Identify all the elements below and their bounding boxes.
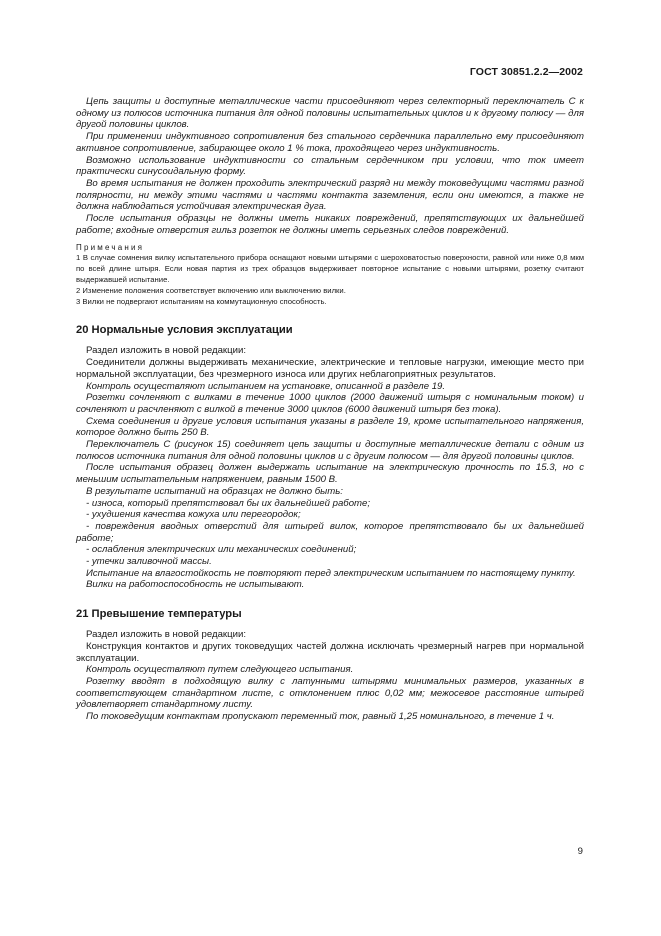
list-item: - утечки заливочной массы. xyxy=(86,556,212,568)
paragraph xyxy=(76,96,584,131)
list-item: - повреждения вводных отверстий для штырей вилок, которое препятствовало бы их дальнейшей работе; xyxy=(76,520,584,544)
paragraph: Во время испытания не должен проходить электрический разряд ни между токоведущими частями разной полярности, ни между этими частями и частями контакта заземления, если они имеются, а также не должна наблюдаться устойчивая электрическая дуга. xyxy=(76,177,584,213)
section-21-paragraph: Розетку вводят в подходящую вилку с латунными штырями минимальных размеров, указанных в соответствующем стандартном листе, с отклонением плюс 0,02 мм; межосевое расстояние штырей удовлетворяет стандартному листу. xyxy=(76,676,584,711)
notes-title: Примечания xyxy=(76,243,145,253)
page-content xyxy=(76,96,584,723)
note-item: 3 Вилки не подвергают испытаниям на коммутационную способность. xyxy=(76,296,327,306)
paragraph-text: Цепь защиты и доступные металлические части присоединяют через селекторный переключатель С к одному из полюсов источника питания для одной половины испытательных циклов и к другому полюсу — для другой половины циклов. xyxy=(76,96,584,131)
section-20-paragraph: После испытания образец должен выдержать испытание на электрическую прочность по 15.3, но с меньшим испытательным напряжением, равным 1500 В. xyxy=(76,462,584,486)
section-20-paragraph: В результате испытаний на образцах не должно быть: xyxy=(86,485,343,497)
section-20-paragraph: Соединители должны выдерживать механические, электрические и тепловые нагрузки, имеющие место при нормальной эксплуатации, без чрезмерного износа или других неблагоприятных результатов. xyxy=(76,357,584,380)
section-20-paragraph: Переключатель С (рисунок 15) соединяет цепь защиты и доступные металлические детали с одним из полюсов источника питания для одной половины циклов и с другим полюсом — для другой половины циклов. xyxy=(76,439,584,462)
section-20-paragraph: Схема соединения и другие условия испытания указаны в разделе 19, кроме испытательного напряжения, которое должно быть 250 В. xyxy=(76,415,584,439)
section-21-intro: Раздел изложить в новой редакции: xyxy=(86,629,247,641)
list-item: - износа, который препятствовал бы их дальнейшей работе; xyxy=(86,497,371,509)
section-20-title: 20 Нормальные условия эксплуатации xyxy=(76,324,293,337)
section-21-paragraph: Конструкция контактов и других токоведущих частей должна исключать чрезмерный нагрев при нормальной эксплуатации. xyxy=(76,640,584,664)
paragraph: При применении индуктивного сопротивления без стального сердечника параллельно ему присоединяют активное сопротивление, забирающее около 1 % тока, проходящего через индуктивность. xyxy=(76,131,584,154)
section-20-paragraph: Контроль осуществляют испытанием на установке, описанной в разделе 19. xyxy=(86,380,446,392)
section-20-paragraph: Розетки сочленяют с вилками в течение 1000 циклов (2000 движений штыря с номинальным током) и сочленяют и расчленяют с вилкой в течение 3000 циклов (6000 движений штыря без тока). xyxy=(76,392,584,415)
section-20-paragraph: Испытание на влагостойкость не повторяют перед электрическим испытанием по настоящему пункту. xyxy=(86,567,576,579)
section-21-paragraph: Контроль осуществляют путем следующего испытания. xyxy=(86,664,354,676)
doc-code-header: ГОСТ 30851.2.2—2002 xyxy=(469,66,583,78)
section-20-paragraph: Вилки на работоспособность не испытывают. xyxy=(86,579,305,591)
section-21-title: 21 Превышение температуры xyxy=(76,608,242,621)
paragraph: После испытания образцы не должны иметь никаких повреждений, препятствующих их дальнейшей работе; входные отверстия гильз розеток не должны иметь серьезных следов повреждений. xyxy=(76,213,584,236)
list-item: - ухудшения качества кожуха или перегородок; xyxy=(86,509,301,521)
section-21-paragraph: По токоведущим контактам пропускают переменный ток, равный 1,25 номинального, в течение 1 ч. xyxy=(86,711,555,723)
list-item: - ослабления электрических или механических соединений; xyxy=(86,544,357,556)
note-item: 1 В случае сомнения вилку испытательного прибора оснащают новыми штырями с шероховатостью поверхности, равной или ниже 0,8 мкм по всей длине штыря. Если новая партия из трех образцов выдерживает повторное испытание с новыми штырями, розетку считают выдержавшей испытание. xyxy=(76,253,584,285)
paragraph: Возможно использование индуктивности со стальным сердечником при условии, что ток имеет практически синусоидальную форму. xyxy=(76,154,584,178)
page-number: 9 xyxy=(577,846,583,857)
section-20-intro: Раздел изложить в новой редакции: xyxy=(86,345,247,357)
note-item: 2 Изменение положения соответствует включению или выключению вилки. xyxy=(76,285,346,295)
